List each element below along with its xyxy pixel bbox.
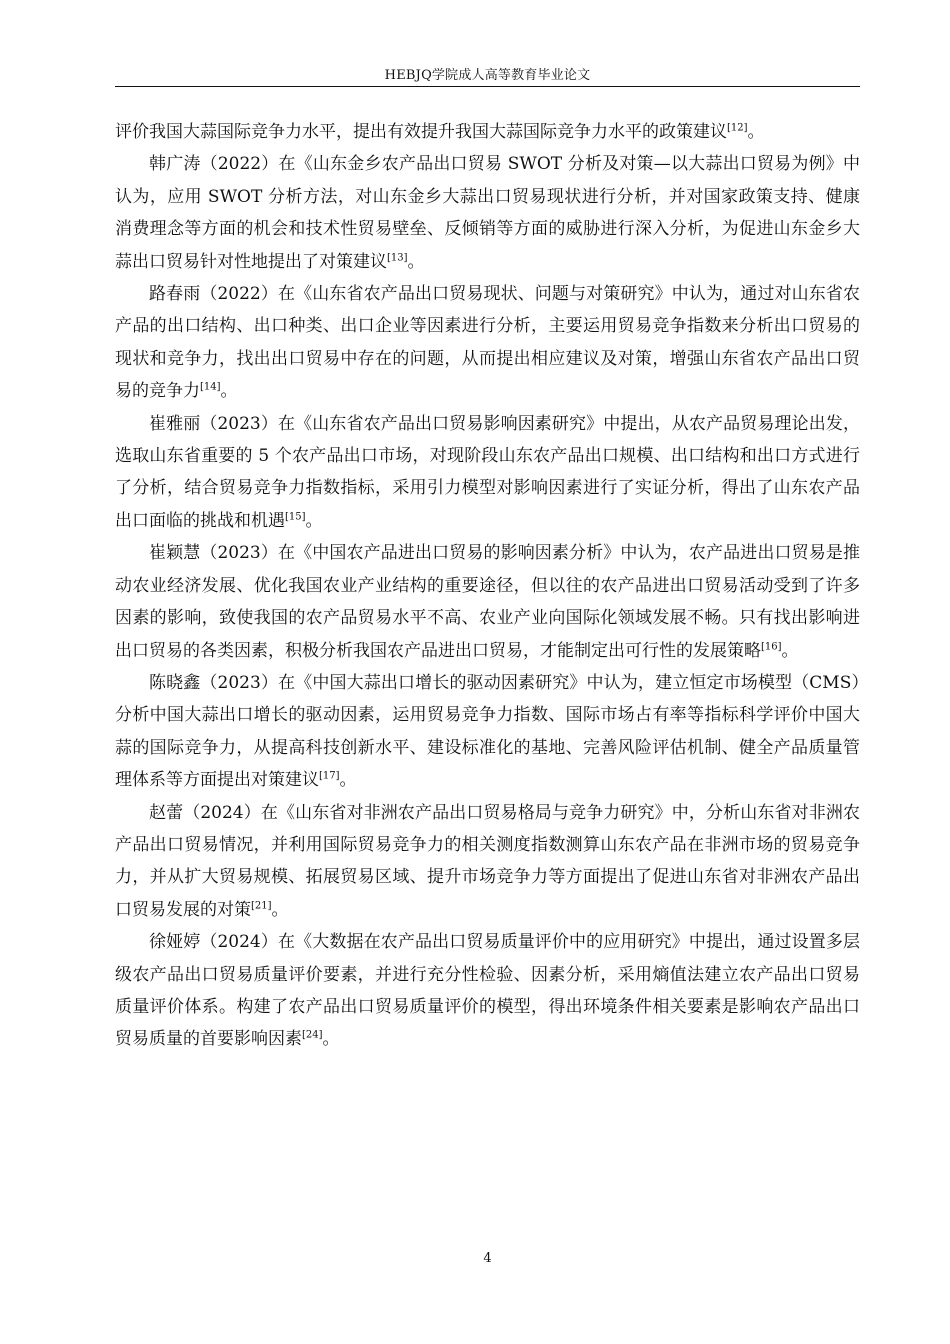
page-number: 4 <box>483 1251 492 1266</box>
paragraph-text: 崔颖慧（2023）在《中国农产品进出口贸易的影响因素分析》中认为，农产品进出口贸易是推动农业经济发展、优化我国农业产业结构的重要途径，但以往的农产品进出口贸易活动受到了许多因素的影响，致使我国的农产品贸易水平不高、农业产业向国际化领域发展不畅。只有找出影响进出口贸易的各类因素，积极分析我国农产品进出口贸易，才能制定出可行性的发展策略 <box>115 543 860 661</box>
paragraph-han-guangtao <box>115 148 860 278</box>
citation-ref: [12] <box>727 122 748 134</box>
citation-ref: [13] <box>387 251 408 263</box>
citation-ref: [17] <box>319 770 340 782</box>
page-header-title: HEBJQ学院成人高等教育毕业论文 <box>384 68 591 83</box>
paragraph-text: 路春雨（2022）在《山东省农产品出口贸易现状、问题与对策研究》中认为，通过对山东省农产品的出口结构、出口种类、出口企业等因素进行分析，主要运用贸易竞争指数来分析出口贸易的现状和竞争力，找出出口贸易中存在的问题，从而提出相应建议及对策，增强山东省农产品出口贸易的竞争力 <box>115 284 860 402</box>
paragraph-xu-yating <box>115 926 860 1056</box>
citation-ref: [14] <box>200 381 221 393</box>
paragraph-chen-xiaoxin <box>115 667 860 797</box>
paragraph-tail: 。 <box>220 381 238 402</box>
body-text <box>115 116 860 1056</box>
paragraph-cui-yali <box>115 408 860 538</box>
paragraph-cui-yinghui <box>115 537 860 667</box>
paragraph-tail: 。 <box>407 251 425 272</box>
paragraph-tail: 。 <box>322 1029 340 1050</box>
paragraph-text: 徐娅婷（2024）在《大数据在农产品出口贸易质量评价中的应用研究》中提出，通过设置多层级农产品出口贸易质量评价要素，并进行充分性检验、因素分析，采用熵值法建立农产品出口贸易质量评价体系。构建了农产品出口贸易质量评价的模型，得出环境条件相关要素是影响农产品出口贸易质量的首要影响因素 <box>115 932 860 1050</box>
paragraph-text: 评价我国大蒜国际竞争力水平，提出有效提升我国大蒜国际竞争力水平的政策建议 <box>115 122 727 142</box>
paragraph-text: 崔雅丽（2023）在《山东省农产品出口贸易影响因素研究》中提出，从农产品贸易理论出发，选取山东省重要的 5 个农产品出口市场，对现阶段山东农产品出口规模、出口结构和出口方式进行了分析，结合贸易竞争力指数指标，采用引力模型对影响因素进行了实证分析，得出了山东农产品出口面临的挑战和机遇 <box>115 413 860 531</box>
citation-ref: [21] <box>251 900 272 912</box>
paragraph-lu-chunyu <box>115 278 860 408</box>
paragraph-tail: 。 <box>781 640 799 661</box>
paragraph-tail: 。 <box>747 122 765 142</box>
citation-ref: [15] <box>285 511 306 523</box>
citation-ref: [24] <box>302 1029 323 1041</box>
paragraph-tail: 。 <box>271 899 289 920</box>
paragraph-text: 韩广涛（2022）在《山东金乡农产品出口贸易 SWOT 分析及对策—以大蒜出口贸易为例》中认为，应用 SWOT 分析方法，对山东金乡大蒜出口贸易现状进行分析，并对国家政策支持、健康消费理念等方面的机会和技术性贸易壁垒、反倾销等方面的威胁进行深入分析，为促进山东金乡大蒜出口贸易针对性地提出了对策建议 <box>115 154 860 272</box>
paragraph-tail: 。 <box>339 770 357 791</box>
paragraph-text: 赵蕾（2024）在《山东省对非洲农产品出口贸易格局与竞争力研究》中，分析山东省对非洲农产品出口贸易情况，并利用国际贸易竞争力的相关测度指数测算山东农产品在非洲市场的贸易竞争力，并从扩大贸易规模、拓展贸易区域、提升市场竞争力等方面提出了促进山东省对非洲农产品出口贸易发展的对策 <box>115 802 860 920</box>
paragraph-tail: 。 <box>305 510 323 531</box>
paragraph-text: 陈晓鑫（2023）在《中国大蒜出口增长的驱动因素研究》中认为，建立恒定市场模型（CMS）分析中国大蒜出口增长的驱动因素，运用贸易竞争力指数、国际市场占有率等指标科学评价中国大蒜的国际竞争力，从提高科技创新水平、建设标准化的基地、完善风险评估机制、健全产品质量管理体系等方面提出对策建议 <box>115 672 860 791</box>
paragraph-zhao-lei <box>115 797 860 927</box>
citation-ref: [16] <box>761 640 782 652</box>
paragraph-continuation <box>115 116 860 148</box>
header-divider <box>115 86 860 87</box>
